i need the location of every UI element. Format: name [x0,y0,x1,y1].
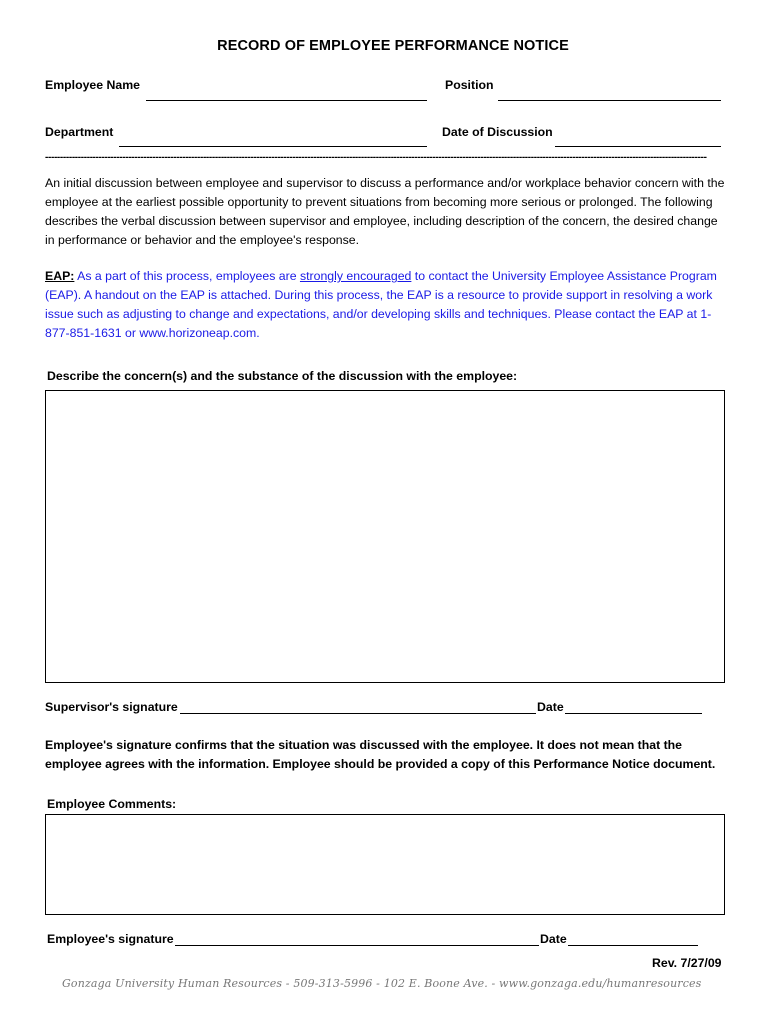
supervisor-date-label: Date [537,700,564,714]
concern-heading: Describe the concern(s) and the substance of the discussion with the employee: [47,369,518,383]
supervisor-signature-field[interactable] [180,713,536,714]
position-field[interactable] [498,100,721,101]
document-title: RECORD OF EMPLOYEE PERFORMANCE NOTICE [217,38,569,54]
employee-date-field[interactable] [568,945,698,946]
concern-text-area[interactable] [45,390,725,683]
employee-name-label: Employee Name [45,78,141,92]
eap-paragraph [45,267,729,343]
eap-strongly-encouraged: strongly encouraged [299,269,412,283]
department-field[interactable] [119,146,427,147]
comments-heading: Employee Comments: [47,797,177,811]
date-of-discussion-field[interactable] [555,146,721,147]
position-label: Position [445,78,494,92]
dashed-separator: ------------------------------------------------------------------------------------------------------------------------------------------------------------------------------------------------------------------------------ [45,154,707,162]
department-label: Department [45,125,114,139]
eap-text-after: to contact the University Employee Assistance Program (EAP). A handout on the EAP is attached. During this process, the EAP is a resource to provide support in resolving a work issue such as adjusting to change and expectations, and/or developing skills and techniques. Please contact the EAP at 1-877-851-1631 or www.horizoneap.com. [45,269,717,340]
eap-label: EAP: [45,269,75,283]
employee-name-field[interactable] [146,100,427,101]
supervisor-date-field[interactable] [565,713,702,714]
date-of-discussion-label: Date of Discussion [442,125,553,139]
employee-date-label: Date [540,932,567,946]
supervisor-signature-row [45,700,178,714]
supervisor-signature-label: Supervisor's signature [45,700,178,714]
employee-signature-label: Employee's signature [47,932,174,946]
eap-text-before: As a part of this process, employees are [74,269,300,283]
revision-label: Rev. 7/27/09 [652,956,722,970]
comments-text-area[interactable] [45,814,725,915]
footer-contact: Gonzaga University Human Resources - 509-313-5996 - 102 E. Boone Ave. - www.gonzaga.edu/humanresources [62,977,702,990]
intro-paragraph: An initial discussion between employee and supervisor to discuss a performance and/or workplace behavior concern with the employee at the earliest possible opportunity to prevent situations from becoming more serious or prolonged. The following describes the verbal discussion between supervisor and employee, including description of the concern, the desired change in performance or behavior and the employee's response. [45,176,725,247]
employee-signature-field[interactable] [175,945,539,946]
acknowledgement-paragraph: Employee's signature confirms that the situation was discussed with the employee. It does not mean that the employee agrees with the information. Employee should be provided a copy of this Performance Notice document. [45,738,716,771]
